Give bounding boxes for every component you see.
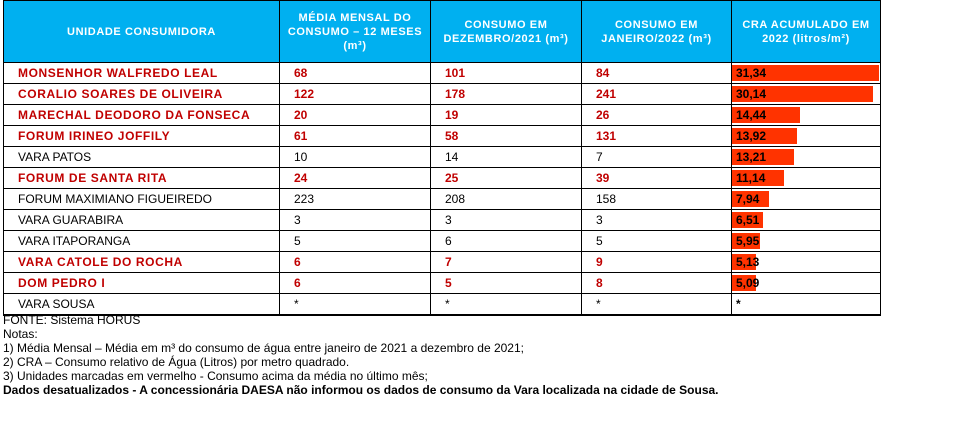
consumo-dezembro-cell: 6 — [431, 231, 582, 252]
consumo-janeiro-cell: 7 — [582, 147, 732, 168]
cra-cell — [732, 147, 881, 168]
table-row — [4, 210, 881, 231]
table-header-row — [4, 1, 881, 63]
consumo-dezembro-cell: 7 — [431, 252, 582, 273]
consumo-janeiro-cell: 131 — [582, 126, 732, 147]
media-mensal-cell: 6 — [280, 252, 431, 273]
table-row — [4, 126, 881, 147]
cra-value: 13,92 — [736, 129, 767, 143]
cra-value: 13,21 — [736, 150, 767, 164]
cra-cell — [732, 231, 881, 252]
consumption-table — [3, 0, 881, 316]
cra-value: 11,14 — [736, 171, 766, 185]
cra-cell — [732, 63, 881, 84]
unit-name-cell: DOM PEDRO I — [4, 273, 280, 294]
table-row — [4, 168, 881, 189]
consumo-dezembro-cell: 3 — [431, 210, 582, 231]
unit-name-cell: VARA GUARABIRA — [4, 210, 280, 231]
cra-value: 6,51 — [736, 213, 760, 227]
media-mensal-cell: 122 — [280, 84, 431, 105]
header-consumo-janeiro: CONSUMO EM JANEIRO/2022 (m³) — [582, 1, 732, 63]
consumo-janeiro-cell: 9 — [582, 252, 732, 273]
cra-cell — [732, 84, 881, 105]
cra-cell — [732, 273, 881, 294]
notes-title: Notas: — [3, 327, 38, 341]
consumo-janeiro-cell: 3 — [582, 210, 732, 231]
consumo-janeiro-cell: 158 — [582, 189, 732, 210]
header-unidade: UNIDADE CONSUMIDORA — [4, 1, 280, 63]
cra-value: 5,09 — [736, 276, 760, 290]
unit-name-cell: VARA CATOLE DO ROCHA — [4, 252, 280, 273]
consumo-dezembro-cell: 14 — [431, 147, 582, 168]
unit-name-cell: MONSENHOR WALFREDO LEAL — [4, 63, 280, 84]
cra-cell — [732, 294, 881, 316]
table-row — [4, 231, 881, 252]
table-row — [4, 63, 881, 84]
header-cra-acumulado: CRA ACUMULADO EM 2022 (litros/m²) — [732, 1, 881, 63]
cra-value: 14,44 — [736, 108, 767, 122]
media-mensal-cell: 24 — [280, 168, 431, 189]
unit-name-cell: FORUM DE SANTA RITA — [4, 168, 280, 189]
unit-name-cell: CORALIO SOARES DE OLIVEIRA — [4, 84, 280, 105]
cra-cell — [732, 168, 881, 189]
media-mensal-cell: 68 — [280, 63, 431, 84]
cra-cell — [732, 189, 881, 210]
media-mensal-cell: 20 — [280, 105, 431, 126]
consumo-janeiro-cell: 39 — [582, 168, 732, 189]
media-mensal-cell: 6 — [280, 273, 431, 294]
header-consumo-dezembro: CONSUMO EM DEZEMBRO/2021 (m³) — [431, 1, 582, 63]
consumo-dezembro-cell: 58 — [431, 126, 582, 147]
media-mensal-cell: 3 — [280, 210, 431, 231]
cra-cell — [732, 210, 881, 231]
table-row — [4, 147, 881, 168]
table-row — [4, 294, 881, 316]
media-mensal-cell: 61 — [280, 126, 431, 147]
cra-value: 7,94 — [736, 192, 760, 206]
source-text: FONTE: Sistema HORUS — [3, 313, 141, 327]
header-media-mensal: MÉDIA MENSAL DO CONSUMO – 12 MESES (m³) — [280, 1, 431, 63]
media-mensal-cell: 223 — [280, 189, 431, 210]
note-1: 1) Média Mensal – Média em m³ do consumo de água entre janeiro de 2021 a dezembro de 2021; — [3, 341, 524, 355]
unit-name-cell: FORUM IRINEO JOFFILY — [4, 126, 280, 147]
unit-name-cell: FORUM MAXIMIANO FIGUEIREDO — [4, 189, 280, 210]
table-row — [4, 105, 881, 126]
consumo-janeiro-cell: 84 — [582, 63, 732, 84]
consumo-dezembro-cell: 5 — [431, 273, 582, 294]
consumo-dezembro-cell: 101 — [431, 63, 582, 84]
cra-value: 5,13 — [736, 255, 760, 269]
cra-value: 30,14 — [736, 87, 767, 101]
consumo-janeiro-cell: 5 — [582, 231, 732, 252]
cra-value: * — [736, 297, 741, 311]
table-row — [4, 84, 881, 105]
cra-cell — [732, 252, 881, 273]
unit-name-cell: VARA SOUSA — [4, 294, 280, 316]
media-mensal-cell: * — [280, 294, 431, 316]
cra-value: 5,95 — [736, 234, 760, 248]
consumo-dezembro-cell: * — [431, 294, 582, 316]
consumo-dezembro-cell: 25 — [431, 168, 582, 189]
consumo-janeiro-cell: 241 — [582, 84, 732, 105]
media-mensal-cell: 5 — [280, 231, 431, 252]
table-row — [4, 189, 881, 210]
notes-section — [3, 313, 719, 397]
warning-text: Dados desatualizados - A concessionária DAESA não informou os dados de consumo da Vara localizada na cidade de Sousa. — [3, 383, 719, 397]
cra-cell — [732, 105, 881, 126]
consumo-dezembro-cell: 208 — [431, 189, 582, 210]
unit-name-cell: VARA PATOS — [4, 147, 280, 168]
consumo-janeiro-cell: 8 — [582, 273, 732, 294]
consumo-dezembro-cell: 178 — [431, 84, 582, 105]
cra-cell — [732, 126, 881, 147]
table-row — [4, 273, 881, 294]
unit-name-cell: MARECHAL DEODORO DA FONSECA — [4, 105, 280, 126]
note-2: 2) CRA – Consumo relativo de Água (Litros) por metro quadrado. — [3, 355, 350, 369]
consumo-dezembro-cell: 19 — [431, 105, 582, 126]
note-3: 3) Unidades marcadas em vermelho - Consumo acima da média no último mês; — [3, 369, 428, 383]
consumo-janeiro-cell: 26 — [582, 105, 732, 126]
media-mensal-cell: 10 — [280, 147, 431, 168]
consumo-janeiro-cell: * — [582, 294, 732, 316]
cra-value: 31,34 — [736, 66, 767, 80]
unit-name-cell: VARA ITAPORANGA — [4, 231, 280, 252]
table-row — [4, 252, 881, 273]
